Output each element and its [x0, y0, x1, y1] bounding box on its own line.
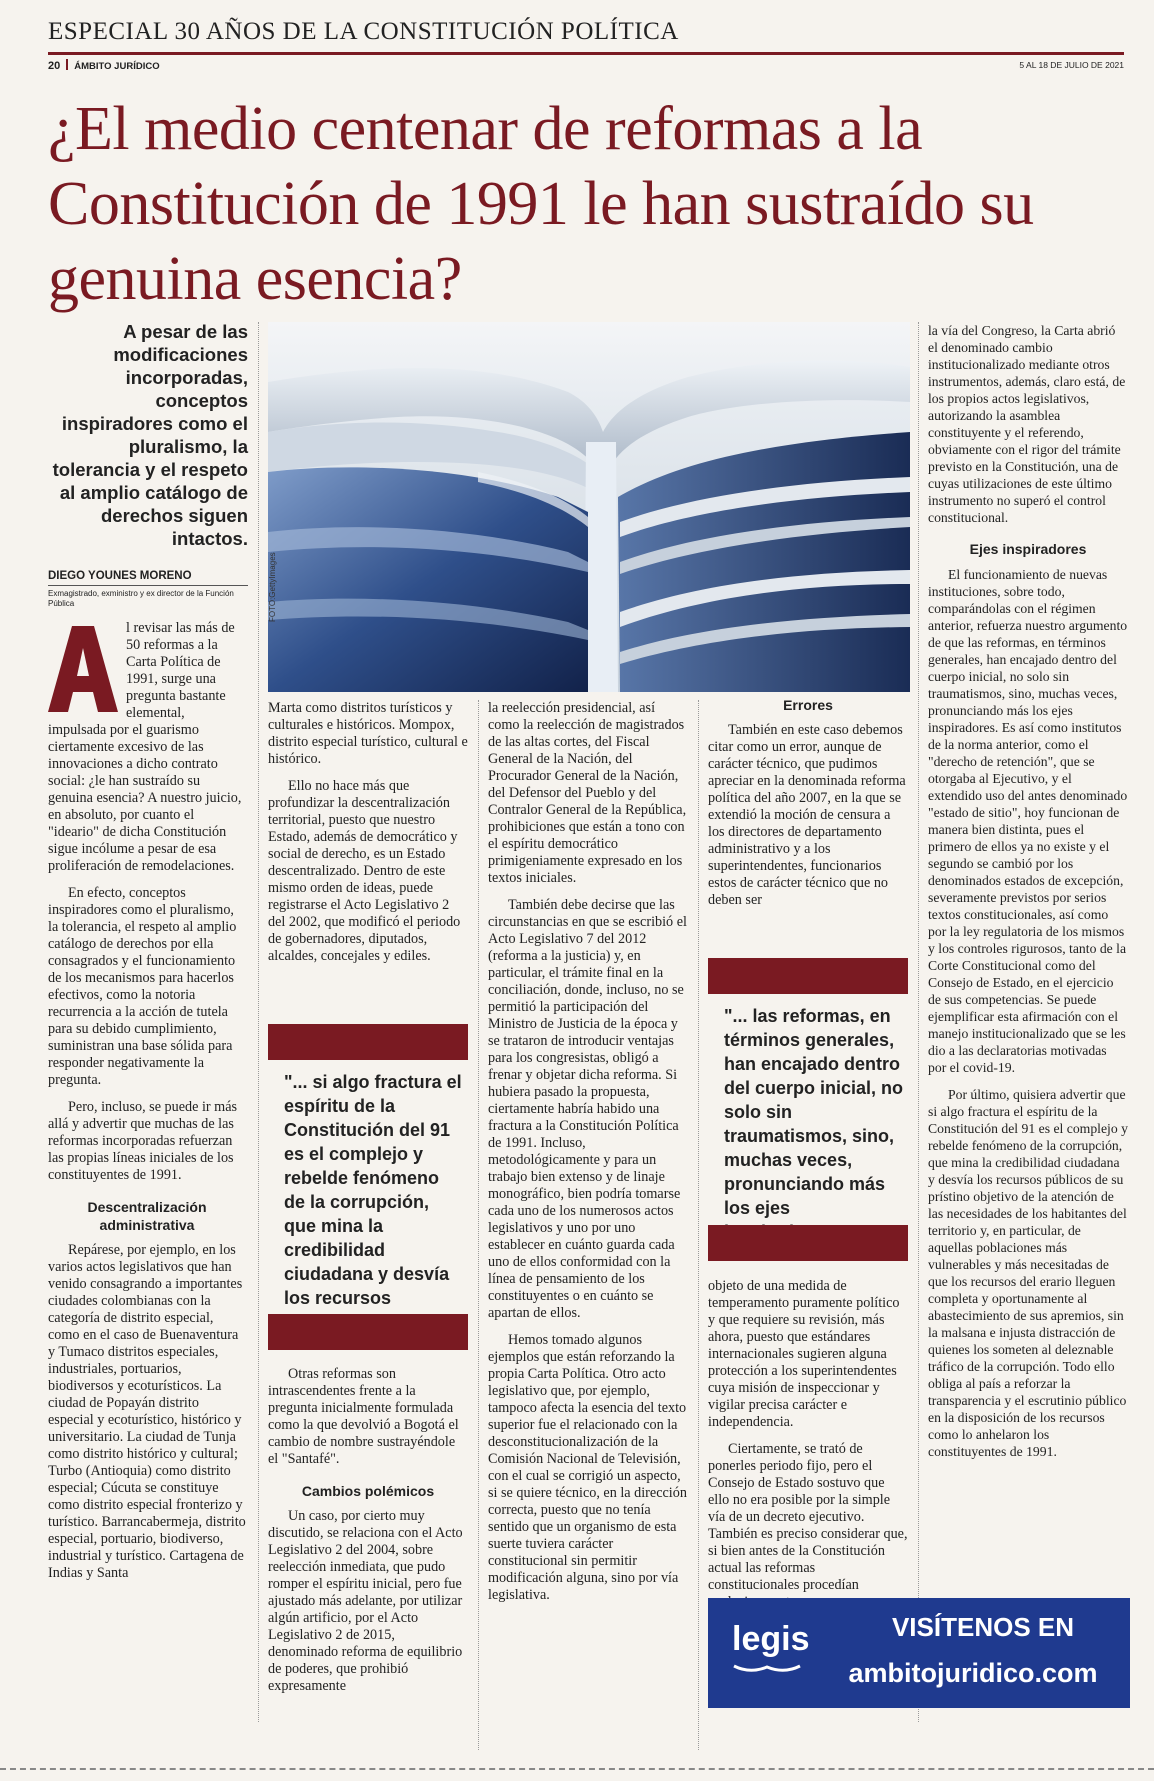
column-2-lower [268, 1366, 468, 1705]
issue-date: 5 AL 18 DE JULIO DE 2021 [1019, 60, 1124, 70]
body-paragraph: También debe decirse que las circunstancias en que se escribió el Acto Legislativo 7 del 2012 (reforma a la justicia) y, en particular, el trámite final en la conciliación, donde, incluso, no se permitió la participación del Ministro de Justicia de la época y se trataron de introducir ventajas para los congresistas, obligó a frenar y objetar dicha reforma. Si hubiera pasado la propuesta, ciertamente habría habido una fractura a la Constitución Política de 1991. Incluso, metodológicamente y para un trabajo bien extenso y de linaje monográfico, bien podría tomarse cada uno de los numerosos actos legislativos y uno por uno establecer en cuánto guarda cada uno de ellos conformidad con la línea de pensamiento de los constituyentes o en cuánto se apartan de ellos. [488, 897, 687, 1321]
body-paragraph: Repárese, por ejemplo, en los varios actos legislativos que han venido consagrando a importantes ciudades colombianas con la categoría de distrito especial, como en el caso de Buenaventura y Tumaco distritos especiales, industriales, portuarios, biodiversos y ecoturísticos. La ciudad de Popayán distrito especial y ecoturístico, histórico y universitario. La ciudad de Tunja como distrito histórico y cultural; Turbo (Antioquia) como distrito especial; Cúcuta se constituye como distrito especial fronterizo y turístico. Barrancabermeja, distrito especial, portuario, biodiverso, industrial y turístico. Cartagena de Indias y Santa [48, 1242, 246, 1581]
quote-bar-top [708, 958, 908, 994]
subheading: Cambios polémicos [301, 1483, 435, 1499]
headline: ¿El medio centenar de reformas a la Constitución de 1991 le han sustraído su genuina esencia? [48, 95, 1034, 313]
ambitojuridico-ad-banner[interactable] [708, 1598, 1130, 1708]
header-bar [48, 59, 1124, 72]
body-paragraph: También en este caso debemos citar como un error, aunque de carácter técnico, que pudimos apreciar en la denominada reforma política del año 2007, en la que se extendió la moción de censura a los directores de departamento administrativo y a los superintendentes, funcionarios estos de carácter técnico que no deben ser [708, 722, 906, 908]
bottom-border [0, 1768, 1154, 1772]
column-separator [918, 322, 919, 1722]
ad-url[interactable]: ambitojuridico.com [848, 1658, 1098, 1688]
column-separator [258, 322, 259, 1722]
lead-summary: A pesar de las modificaciones incorporadas, conceptos inspiradores como el pluralismo, la tolerancia y el respeto al amplio catálogo de derechos siguen intactos. [52, 321, 248, 549]
drop-cap-a [48, 626, 118, 712]
body-paragraph: objeto de una medida de temperamento puramente político y que requiere su revisión, más ahora, puesto que estándares internacionales sugieren alguna protección a los superintendentes cuya misión de inspeccionar y vigilar precisa carácter e independencia. [708, 1278, 900, 1430]
column-3 [488, 700, 688, 1614]
subheading: Ejes inspiradores [969, 541, 1087, 557]
legis-logo: legis [732, 1620, 810, 1658]
column-4 [708, 696, 908, 919]
quote-bar-bottom [708, 1225, 908, 1261]
column-4-lower [708, 1278, 908, 1621]
body-paragraph: Otras reformas son intrascendentes frente a la pregunta inicialmente formulada como la que devolvió a Bogotá el cambio de nombre sustrayéndole el "Santafé". [268, 1366, 459, 1467]
photo-credit: FOTO:GettyImages [268, 552, 277, 622]
body-paragraph: Marta como distritos turísticos y culturales e históricos. Mompox, distrito especial turístico, cultural e histórico. [268, 700, 468, 767]
author-role: Exmagistrado, exministro y ex director de la Función Pública [48, 589, 234, 608]
header-separator [66, 59, 68, 70]
quote-bar-bottom [268, 1314, 468, 1350]
body-paragraph: la reelección presidencial, así como la reelección de magistrados de las altas cortes, del Fiscal General de la Nación, del Procurador General de la Nación, del Defensor del Pueblo y del Contralor General de la República, prohibiciones que están a tono con el espíritu democrático primigeniamente expresado en los textos iniciales. [488, 700, 687, 886]
body-paragraph: Ello no hace más que profundizar la descentralización territorial, puesto que nuestro Estado, además de democrático y social de derecho, es un Estado descentralizado. Dentro de este mismo orden de ideas, puede registrarse el Acto Legislativo 2 del 2002, que modificó el periodo de gobernadores, diputados, alcaldes, concejales y ediles. [268, 778, 461, 964]
column-2 [268, 700, 468, 975]
subheading: Errores [783, 697, 833, 713]
body-paragraph: Por último, quisiera advertir que si algo fractura el espíritu de la Constitución del 91 es el complejo y rebelde fenómeno de la corrupción, que mina la credibilidad ciudadana y desvía los recursos públicos de su prístino objetivo de la atención de las necesidades de los habitantes del territorio y, en particular, de aquellas poblaciones más vulnerables y más necesitadas de que los recursos del erario lleguen completa y oportunamente al abastecimiento de sus apremios, sin la malsana e injusta distracción de quienes los someten al deleznable tráfico de la corrupción. Todo ello obliga al país a reforzar la transparencia y el escrutinio público en la disposición de los recursos como lo anhelaron los constituyentes de 1991. [928, 1087, 1128, 1459]
author-name: DIEGO YOUNES MORENO [48, 570, 192, 582]
ad-title: VISÍTENOS EN [891, 1612, 1075, 1642]
pull-quote: "... las reformas, en términos generales, han encajado dentro del cuerpo inicial, no solo sin traumatismos, sino, muchas veces, pronunciando más los ejes [724, 1006, 904, 1218]
column-separator [698, 700, 699, 1750]
body-paragraph: Pero, incluso, se puede ir más allá y advertir que muchas de las reformas incorporadas refuerzan las propias líneas iniciales de los constituyentes de 1991. [48, 1099, 238, 1183]
publication-name: ÁMBITO JURÍDICO [74, 61, 160, 72]
page-number: 20 [48, 60, 61, 72]
book-icon [732, 1662, 802, 1676]
body-paragraph: Hemos tomado algunos ejemplos que están reforzando la propia Carta Política. Otro acto legislativo que, por ejemplo, tampoco afecta la esencia del texto superior fue el relacionado con la desconstitucionalización de la Comisión Nacional de Televisión, con el cual se corrigió un aspecto, si se quiere técnico, en la dirección correcta, puesto que no tenía sentido que un organismo de esta suerte tuviera carácter constitucional sin permitir modificación alguna, sino por vía legislativa. [488, 1332, 687, 1603]
section-title: ESPECIAL 30 AÑOS DE LA CONSTITUCIÓN POLÍTICA [48, 18, 679, 45]
body-paragraph: El funcionamiento de nuevas instituciones, sobre todo, comparándolas con el régimen anterior, refuerza nuestro argumento de que las reformas, en términos generales, han encajado dentro del cuerpo inicial, no solo sin traumatismos, sino, muchas veces, pronunciando más los ejes inspiradores. Es así como institutos de la norma anterior, como el "derecho de retención", que se otorgaba al Ejecutivo, y el extendido uso del antes denominado "estado de sitio", hoy funcionan de manera bien distinta, pues el primero de ellos ya no existe y el segundo se cambió por los denominados estados de excepción, severamente previstos por serios textos constitucionales, así como por la ley regulatoria de los mismos y los controles rigurosos, tanto de la Corte Constitucional como del Consejo de Estado, en el ejercicio de sus competencias. Se puede ejemplificar esta afirmación con el manejo institucionalizado que se les dio a las declaratorias motivadas por el covid-19. [928, 567, 1128, 1075]
pull-quote: "... si algo fractura el espíritu de la Constitución del 91 es el complejo y rebelde fenómeno de la corrupción, que mina la credibilidad ciudadana y desvía los recursos [284, 1072, 462, 1308]
body-paragraph: la vía del Congreso, la Carta abrió el denominado cambio institucionalizado mediante otros instrumentos, además, claro está, de los propios actos legislativos, autorizando la asamblea constituyente y el referendo, obviamente con el rigor del trámite previsto en la Constitución, una de cuyas utilizaciones de este último instrumento no superó el control constitucional. [928, 323, 1126, 525]
quote-bar-top [268, 1024, 468, 1060]
author-rule [48, 585, 248, 586]
book-photo [268, 322, 910, 692]
body-paragraph: En efecto, conceptos inspiradores como el pluralismo, la tolerancia, el respeto al amplio catálogo de derechos por ella consagrados y el funcionamiento de los mecanismos para hacerlos efectivos, como la notoria recurrencia a la acción de tutela para su debido cumplimiento, suministran una base sólida para responder negativamente la pregunta. [48, 885, 237, 1088]
subheading: Descentralización administrativa [87, 1199, 207, 1233]
body-paragraph: Ciertamente, se trató de ponerles periodo fijo, pero el Consejo de Estado sostuvo que ello no era posible por la simple vía de un decreto ejecutivo. También es preciso considerar que, si bien antes de la Constitución actual las reformas constitucionales procedían [708, 1441, 908, 1593]
column-1 [48, 620, 246, 1592]
body-paragraph: l revisar las más de 50 reformas a la Carta Política de 1991, surge una pregunta bastante elemental, impulsada por el guarismo ciertamente excesivo de las innovaciones a dicho contrato social: ¿le han sustraído su genuina esencia? A nuestro juicio, en absoluto, por cuanto el "ideario" de dicha Constitución sigue incólume a pesar de esa proliferación de remodelaciones. [48, 620, 242, 874]
body-paragraph: Un caso, por cierto muy discutido, se relaciona con el Acto Legislativo 2 del 2004, sobre reelección inmediata, que pudo romper el espíritu inicial, pero fue ajustado más adelante, por utilizar algún artificio, por el Acto Legislativo 2 de 2015, denominado reforma de equilibrio de poderes, que prohibió expresamente [268, 1508, 463, 1694]
column-5 [928, 322, 1128, 1470]
header-rule [48, 52, 1124, 55]
column-separator [478, 700, 479, 1750]
